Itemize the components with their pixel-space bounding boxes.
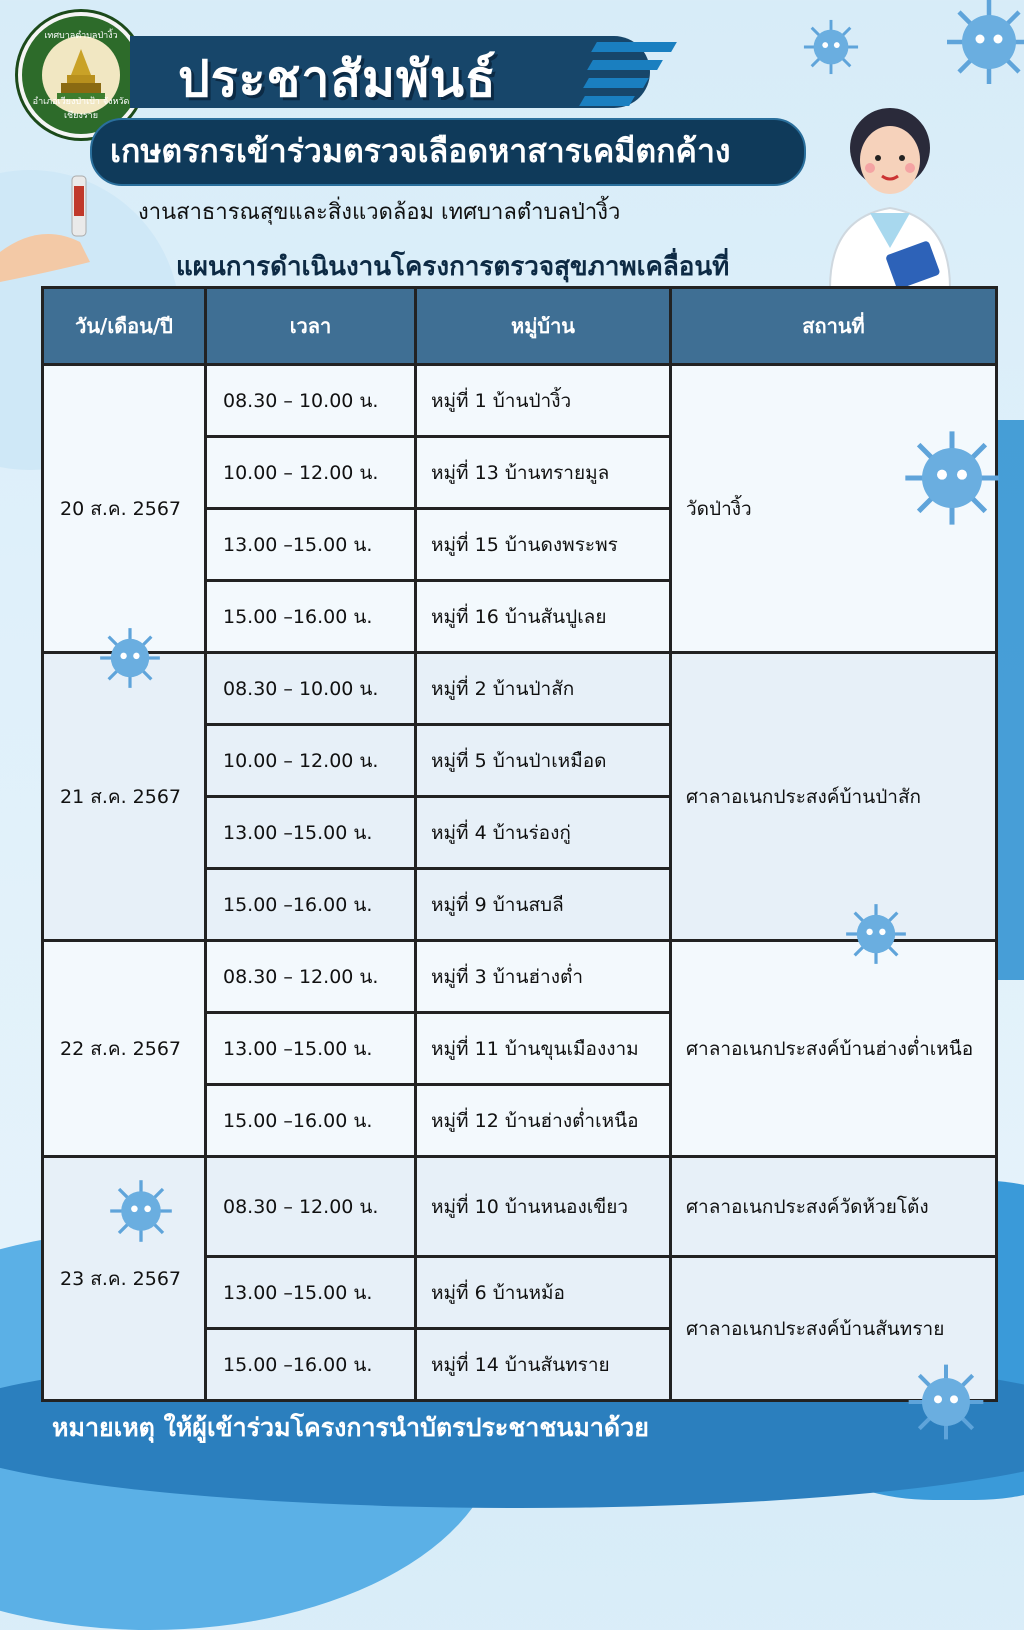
village-cell: หมู่ที่ 13 บ้านทรายมูล: [416, 437, 671, 509]
date-cell: 21 ส.ค. 2567: [43, 653, 206, 941]
time-cell: 15.00 –16.00 น.: [206, 581, 416, 653]
decorative-stripes: [580, 42, 674, 114]
doctor-illustration: [790, 88, 990, 288]
time-cell: 15.00 –16.00 น.: [206, 869, 416, 941]
department-label: งานสาธารณสุขและสิ่งแวดล้อม เทศบาลตำบลป่างิ้ว: [138, 200, 621, 225]
village-cell: หมู่ที่ 2 บ้านป่าสัก: [416, 653, 671, 725]
village-cell: หมู่ที่ 14 บ้านสันทราย: [416, 1329, 671, 1401]
time-cell: 13.00 –15.00 น.: [206, 797, 416, 869]
time-cell: 10.00 – 12.00 น.: [206, 437, 416, 509]
column-header-date: วัน/เดือน/ปี: [43, 288, 206, 365]
footer-note: หมายเหตุ ให้ผู้เข้าร่วมโครงการนำบัตรประชาชนมาด้วย: [52, 1413, 649, 1442]
time-cell: 15.00 –16.00 น.: [206, 1085, 416, 1157]
time-cell: 13.00 –15.00 น.: [206, 1013, 416, 1085]
logo-text-bottom: อำเภอเวียงป่าเป้า จังหวัดเชียงราย: [32, 97, 130, 121]
page-subtitle: เกษตรกรเข้าร่วมตรวจเลือดหาสารเคมีตกค้าง: [110, 132, 731, 170]
time-cell: 13.00 –15.00 น.: [206, 509, 416, 581]
village-cell: หมู่ที่ 16 บ้านสันปูเลย: [416, 581, 671, 653]
place-cell: ศาลาอเนกประสงค์บ้านป่าสัก: [671, 653, 997, 941]
column-header-time: เวลา: [206, 288, 416, 365]
syringe-hand-illustration: [0, 172, 100, 292]
virus-icon: [844, 902, 908, 966]
place-cell: ศาลาอเนกประสงค์บ้านสันทราย: [671, 1257, 997, 1401]
logo-text-top: เทศบาลตำบลป่างิ้ว: [44, 31, 118, 41]
table-row: [43, 365, 997, 437]
schedule-table: [41, 286, 998, 1402]
village-cell: หมู่ที่ 3 บ้านฮ่างต่ำ: [416, 941, 671, 1013]
village-cell: หมู่ที่ 10 บ้านหนองเขียว: [416, 1157, 671, 1257]
village-cell: หมู่ที่ 4 บ้านร่องกู่: [416, 797, 671, 869]
village-cell: หมู่ที่ 9 บ้านสบลี: [416, 869, 671, 941]
village-cell: หมู่ที่ 11 บ้านขุนเมืองงาม: [416, 1013, 671, 1085]
virus-icon: [108, 1178, 174, 1244]
virus-icon: [944, 0, 1024, 92]
column-header-village: หมู่บ้าน: [416, 288, 671, 365]
table-row: [43, 653, 997, 725]
date-cell: 22 ส.ค. 2567: [43, 941, 206, 1157]
virus-icon: [802, 18, 860, 76]
time-cell: 08.30 – 10.00 น.: [206, 365, 416, 437]
village-cell: หมู่ที่ 6 บ้านหม้อ: [416, 1257, 671, 1329]
date-cell: 20 ส.ค. 2567: [43, 365, 206, 653]
village-cell: หมู่ที่ 5 บ้านป่าเหมือด: [416, 725, 671, 797]
column-header-place: สถานที่: [671, 288, 997, 365]
date-cell: 23 ส.ค. 2567: [43, 1157, 206, 1401]
virus-icon: [902, 428, 1002, 528]
time-cell: 10.00 – 12.00 น.: [206, 725, 416, 797]
place-cell: ศาลาอเนกประสงค์บ้านฮ่างต่ำเหนือ: [671, 941, 997, 1157]
virus-icon: [906, 1362, 986, 1442]
time-cell: 15.00 –16.00 น.: [206, 1329, 416, 1401]
place-cell: วัดป่างิ้ว: [671, 365, 997, 653]
table-row: [43, 1157, 997, 1257]
virus-icon: [98, 626, 162, 690]
time-cell: 08.30 – 12.00 น.: [206, 941, 416, 1013]
plan-title: แผนการดำเนินงานโครงการตรวจสุขภาพเคลื่อนที่: [176, 252, 730, 282]
time-cell: 08.30 – 10.00 น.: [206, 653, 416, 725]
page-title: ประชาสัมพันธ์: [178, 49, 497, 108]
place-cell: ศาลาอเนกประสงค์วัดห้วยโต้ง: [671, 1157, 997, 1257]
village-cell: หมู่ที่ 15 บ้านดงพระพร: [416, 509, 671, 581]
village-cell: หมู่ที่ 12 บ้านฮ่างต่ำเหนือ: [416, 1085, 671, 1157]
time-cell: 13.00 –15.00 น.: [206, 1257, 416, 1329]
village-cell: หมู่ที่ 1 บ้านป่างิ้ว: [416, 365, 671, 437]
table-header-row: [43, 288, 997, 365]
time-cell: 08.30 – 12.00 น.: [206, 1157, 416, 1257]
